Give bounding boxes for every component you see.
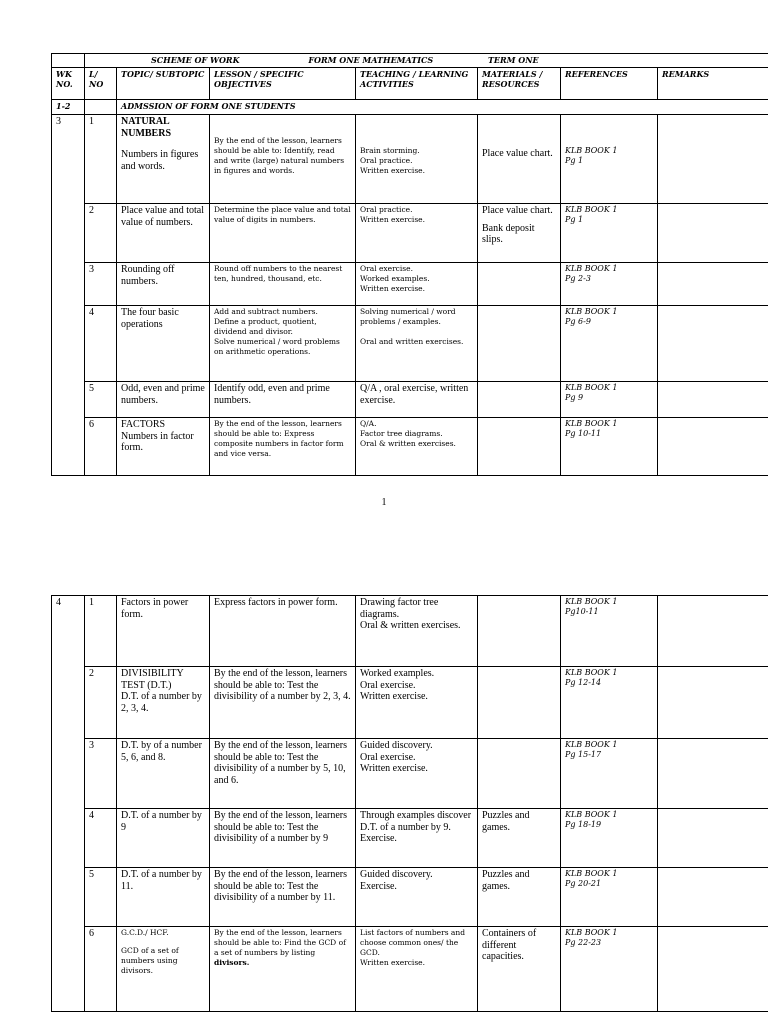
reference-text: KLB BOOK 1 Pg 18-19	[561, 809, 658, 868]
material-cell	[478, 115, 561, 204]
activity-cell	[356, 306, 478, 382]
table-row	[52, 115, 768, 204]
objective-text: By the end of the lesson, learners should be able to: Test the divisibility of a number by 11.	[210, 868, 356, 927]
admission-row	[52, 100, 768, 115]
reference-text: KLB BOOK 1 Pg10-11	[561, 596, 658, 667]
topic-text: The four basic operations	[117, 306, 210, 382]
reference-text: KLB BOOK 1 Pg 15-17	[561, 739, 658, 809]
objective-text: By the end of the lesson, learners should be able to: Test the divisibility of a number by 2, 3, 4.	[210, 667, 356, 739]
header-activities: TEACHING / LEARNING ACTIVITIES	[356, 68, 478, 100]
objective-text: Add and subtract numbers. Define a product, quotient, dividend and divisor. Solve numerical / word problems on arithmetic operations.	[210, 306, 356, 382]
reference-text: KLB BOOK 1 Pg 22-23	[561, 927, 658, 1012]
reference-cell	[561, 115, 658, 204]
material-text	[478, 418, 561, 476]
lesson-number: 5	[85, 868, 117, 927]
header-materials	[478, 68, 561, 100]
table-row	[52, 868, 768, 927]
admission-text: ADMSSION OF FORM ONE STUDENTS	[117, 100, 768, 115]
material-text: Puzzles and games.	[478, 868, 561, 927]
header-row	[52, 68, 768, 100]
table-row	[52, 667, 768, 739]
activity-text: Through examples discover D.T. of a number by 9. Exercise.	[356, 809, 478, 868]
material-text: Place value chart.	[482, 148, 553, 159]
topic-cell	[117, 115, 210, 204]
header-wk: WK NO.	[52, 68, 85, 100]
material-text	[478, 382, 561, 418]
header-lno: L/ NO	[85, 68, 117, 100]
topic-text: Odd, even and prime numbers.	[117, 382, 210, 418]
lesson-number: 1	[85, 596, 117, 667]
remarks-cell	[658, 418, 768, 476]
material-text	[478, 596, 561, 667]
lesson-number: 3	[85, 263, 117, 306]
lesson-number: 5	[85, 382, 117, 418]
reference-text: KLB BOOK 1 Pg 10-11	[561, 418, 658, 476]
reference-text: KLB BOOK 1 Pg 20-21	[561, 868, 658, 927]
activity-text-2: Oral and written exercises.	[360, 337, 464, 346]
activity-text: Solving numerical / word problems / examples.	[360, 307, 456, 326]
header-remarks: REMARKS	[658, 68, 768, 100]
header-materials-text: MATERIALS / RESOURCES	[482, 69, 543, 89]
remarks-cell	[658, 809, 768, 868]
remarks-cell	[658, 382, 768, 418]
title-term: TERM ONE	[487, 55, 539, 65]
remarks-cell	[658, 115, 768, 204]
lesson-number: 3	[85, 739, 117, 809]
reference-text: KLB BOOK 1 Pg 9	[561, 382, 658, 418]
title-row	[52, 54, 768, 68]
week-number: 3	[52, 115, 85, 476]
table-row	[52, 927, 768, 1012]
title-form: FORM ONE MATHEMATICS	[308, 55, 434, 65]
material-text: Puzzles and games.	[478, 809, 561, 868]
activity-text: Worked examples. Oral exercise. Written exercise.	[356, 667, 478, 739]
topic-text: Factors in power form.	[117, 596, 210, 667]
scheme-table-page1	[51, 53, 768, 476]
material-text: Containers of different capacities.	[478, 927, 561, 1012]
table-row	[52, 596, 768, 667]
activity-text: Oral practice. Written exercise.	[356, 204, 478, 263]
material-text	[478, 263, 561, 306]
topic-text: Rounding off numbers.	[117, 263, 210, 306]
week-number: 4	[52, 596, 85, 1012]
reference-text: KLB BOOK 1 Pg 1	[561, 204, 658, 263]
topic-cell	[117, 927, 210, 1012]
topic-text: FACTORS Numbers in factor form.	[117, 418, 210, 476]
objective-text: By the end of the lesson, learners should be able to: Express composite numbers in factor form and vice versa.	[210, 418, 356, 476]
title-scheme: SCHEME OF WORK	[151, 55, 240, 65]
topic-text: D.T. of a number by 11.	[117, 868, 210, 927]
header-references: REFERENCES	[561, 68, 658, 100]
remarks-cell	[658, 739, 768, 809]
remarks-cell	[658, 868, 768, 927]
material-cell	[478, 204, 561, 263]
table-row	[52, 739, 768, 809]
material-text	[478, 306, 561, 382]
remarks-cell	[658, 306, 768, 382]
remarks-cell	[658, 667, 768, 739]
remarks-cell	[658, 263, 768, 306]
activity-text: Guided discovery. Exercise.	[356, 868, 478, 927]
reference-text: KLB BOOK 1 Pg 2-3	[561, 263, 658, 306]
table-row	[52, 418, 768, 476]
objective-text: By the end of the lesson, learners should be able to: Identify, read and write (large) natural numbers in figures and words.	[214, 136, 345, 175]
topic-text: G.C.D./ HCF.	[121, 928, 169, 937]
activity-text: Drawing factor tree diagrams. Oral & written exercises.	[356, 596, 478, 667]
reference-text: KLB BOOK 1 Pg 1	[565, 146, 618, 165]
table-row	[52, 263, 768, 306]
activity-text: Brain storming. Oral practice. Written exercise.	[360, 146, 425, 175]
lesson-number: 6	[85, 418, 117, 476]
lesson-number: 6	[85, 927, 117, 1012]
reference-text: KLB BOOK 1 Pg 6-9	[561, 306, 658, 382]
objective-cell	[210, 927, 356, 1012]
remarks-cell	[658, 596, 768, 667]
remarks-cell	[658, 927, 768, 1012]
lesson-number: 4	[85, 306, 117, 382]
activity-text: Q/A , oral exercise, written exercise.	[356, 382, 478, 418]
header-topic: TOPIC/ SUBTOPIC	[117, 68, 210, 100]
table-row	[52, 382, 768, 418]
objective-text: By the end of the lesson, learners should be able to: Test the divisibility of a number by 5, 10, and 6.	[210, 739, 356, 809]
table-row	[52, 204, 768, 263]
objective-text: Express factors in power form.	[210, 596, 356, 667]
objective-text: By the end of the lesson, learners should be able to: Find the GCD of a set of numbers by listing	[214, 928, 346, 957]
objective-text: Identify odd, even and prime numbers.	[210, 382, 356, 418]
topic-text: DIVISIBILITY TEST (D.T.) D.T. of a number by 2, 3, 4.	[117, 667, 210, 739]
material-text	[478, 739, 561, 809]
remarks-cell	[658, 204, 768, 263]
activity-text: Guided discovery. Oral exercise. Written exercise.	[356, 739, 478, 809]
scheme-table-page2	[51, 595, 768, 1012]
objective-text: By the end of the lesson, learners should be able to: Test the divisibility of a number by 9	[210, 809, 356, 868]
page-number: 1	[381, 497, 387, 508]
material-text-2: Bank deposit slips.	[482, 222, 535, 245]
lesson-number: 2	[85, 667, 117, 739]
admission-wk: 1-2	[52, 100, 85, 115]
topic-text: Place value and total value of numbers.	[117, 204, 210, 263]
topic-text: Numbers in figures and words.	[121, 149, 199, 172]
table-row	[52, 306, 768, 382]
lesson-number: 1	[85, 115, 117, 204]
material-text	[478, 667, 561, 739]
topic-heading: NATURAL NUMBERS	[121, 116, 172, 139]
activity-text: List factors of numbers and choose common ones/ the GCD. Written exercise.	[356, 927, 478, 1012]
topic-text: D.T. by of a number 5, 6, and 8.	[117, 739, 210, 809]
reference-text: KLB BOOK 1 Pg 12-14	[561, 667, 658, 739]
table-title	[85, 54, 768, 68]
objective-text: Round off numbers to the nearest ten, hundred, thousand, etc.	[210, 263, 356, 306]
objective-bold-text: divisors.	[214, 958, 250, 967]
objective-text: Determine the place value and total value of digits in numbers.	[210, 204, 356, 263]
activity-text: Oral exercise. Worked examples. Written exercise.	[356, 263, 478, 306]
table-row	[52, 809, 768, 868]
lesson-number: 2	[85, 204, 117, 263]
objective-cell	[210, 115, 356, 204]
lesson-number: 4	[85, 809, 117, 868]
header-objectives: LESSON / SPECIFIC OBJECTIVES	[210, 68, 356, 100]
topic-text-2: GCD of a set of numbers using divisors.	[121, 946, 179, 975]
material-text: Place value chart.	[482, 205, 553, 216]
topic-text: D.T. of a number by 9	[117, 809, 210, 868]
activity-text: Q/A. Factor tree diagrams. Oral & written exercises.	[356, 418, 478, 476]
activity-cell	[356, 115, 478, 204]
